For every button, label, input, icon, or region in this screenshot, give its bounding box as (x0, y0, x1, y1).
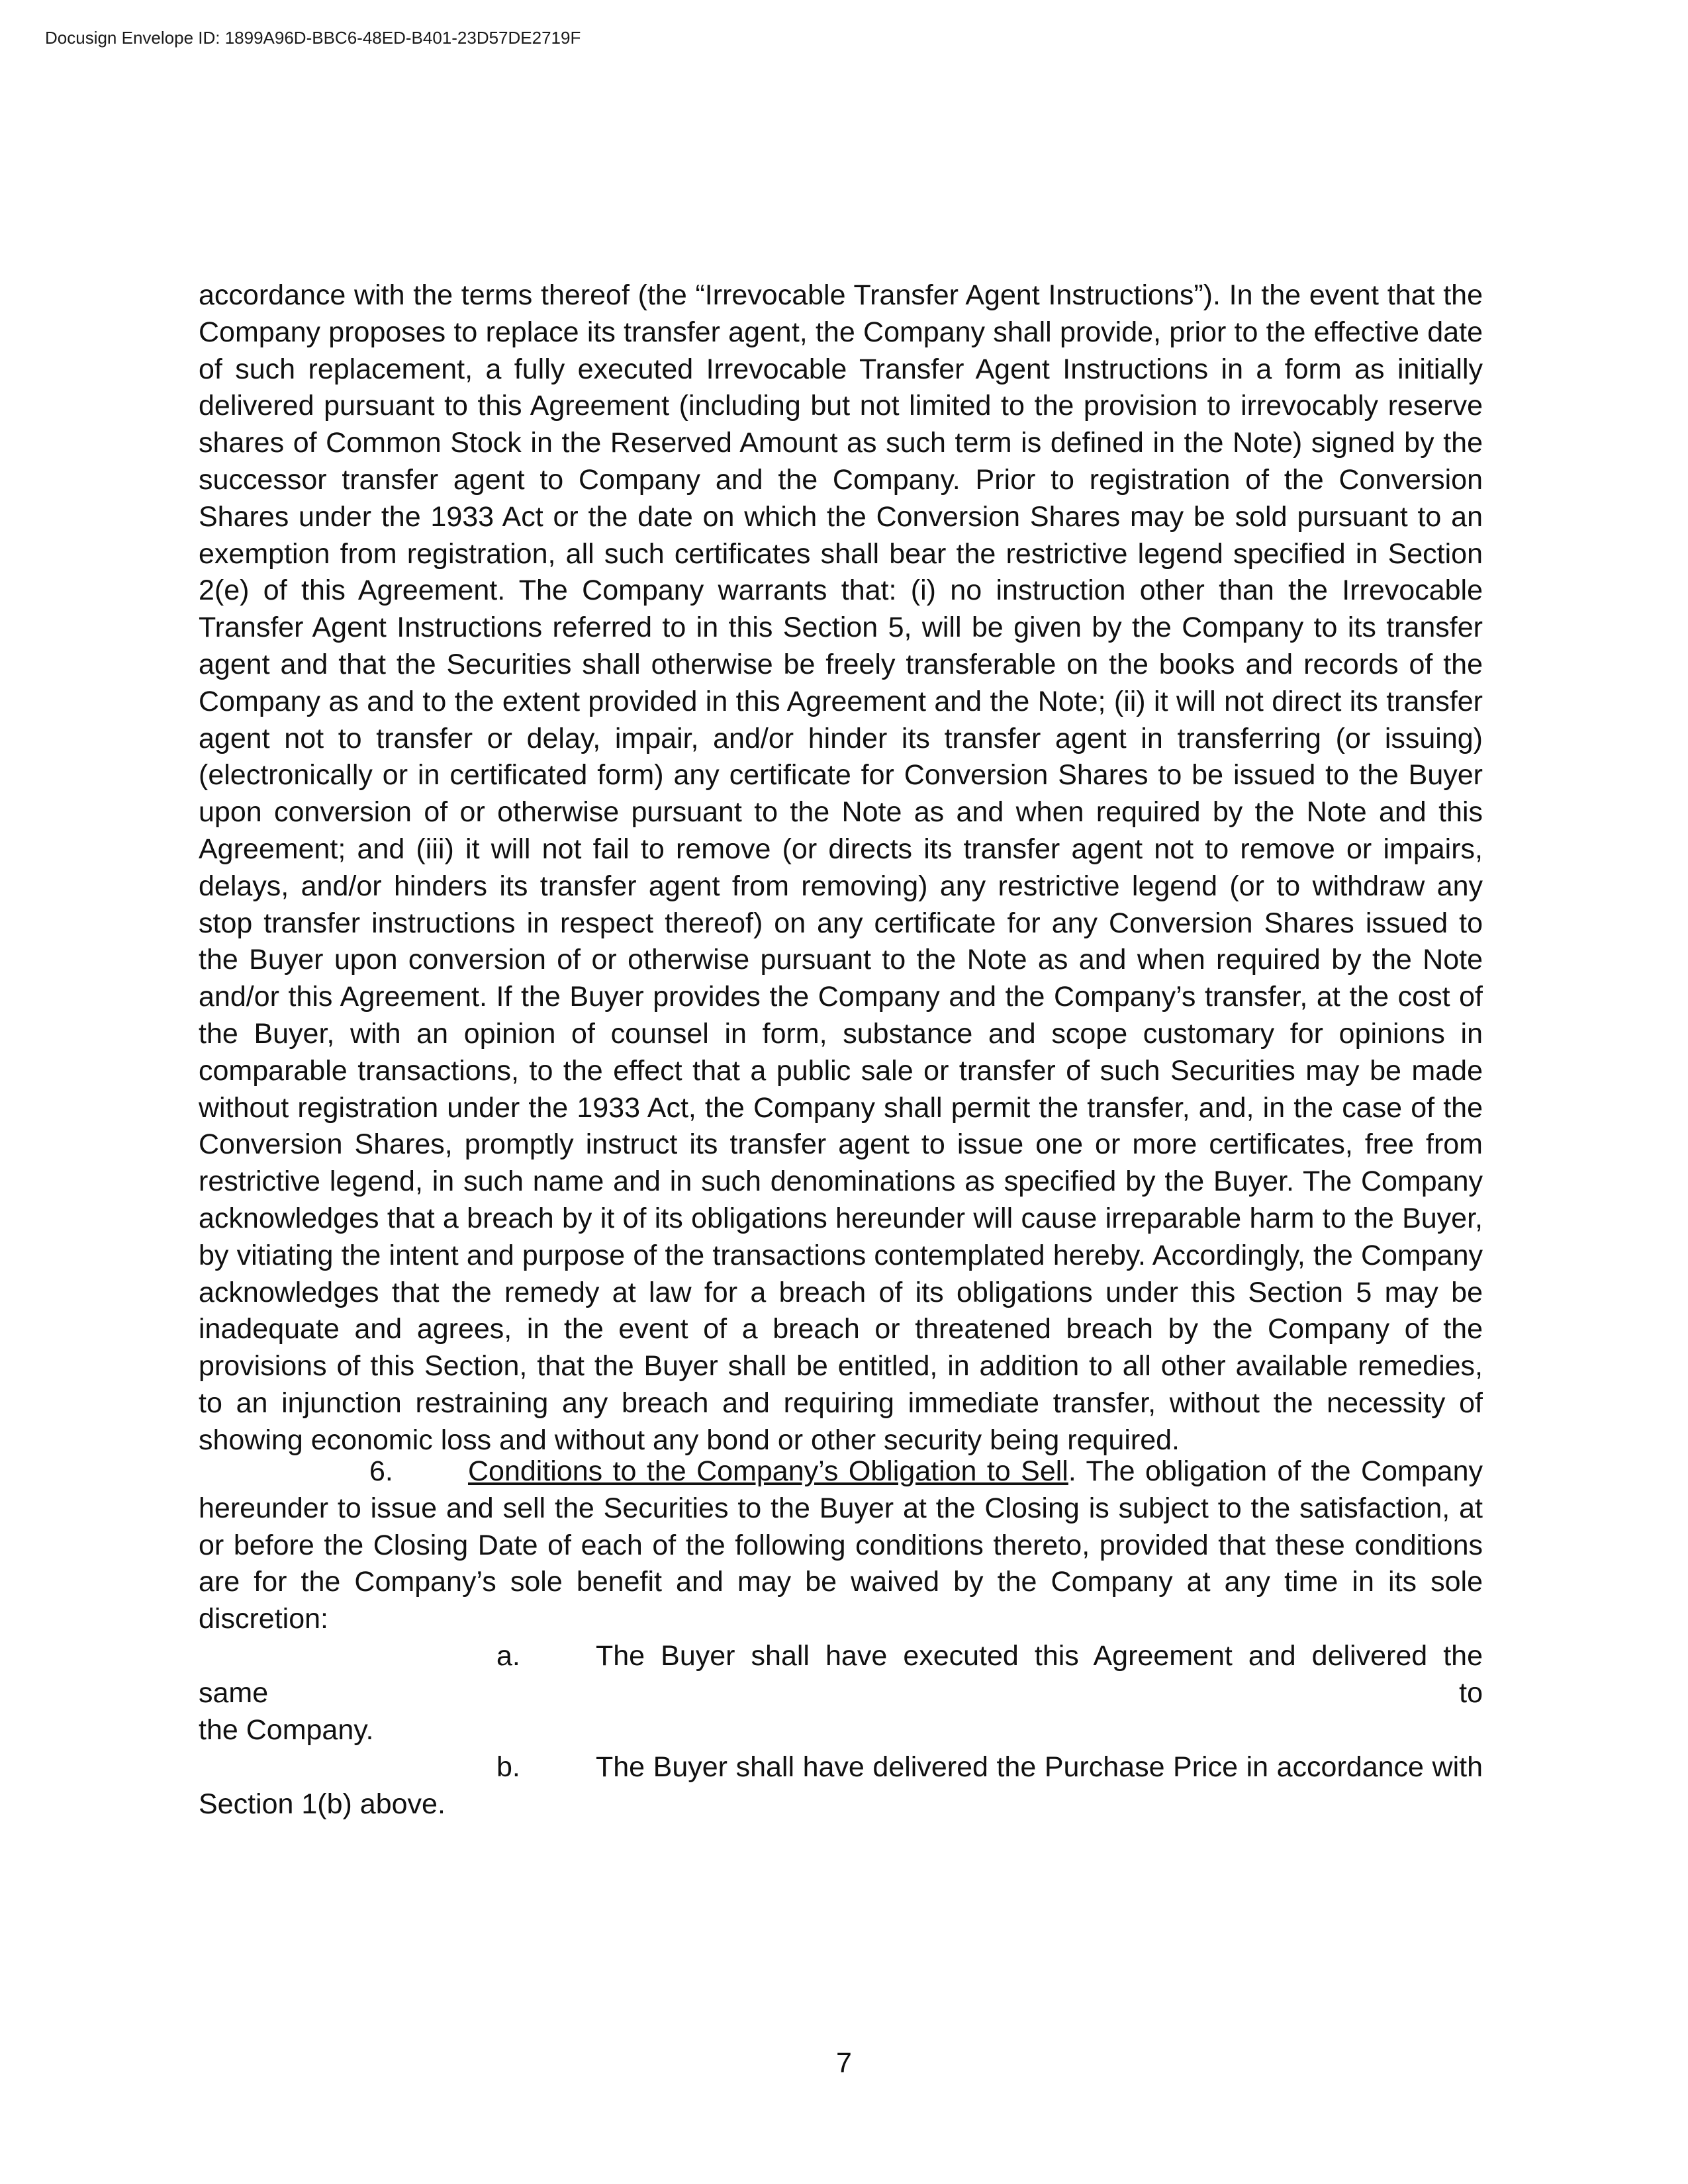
section-6-paragraph (199, 1453, 1483, 1638)
section-6-body: . The obligation of the Company hereunder to issue and sell the Securities to the Buyer at the Closing is subject to the satisfaction, at or before the Closing Date of each of the following conditions thereto, provided that these conditions are for the Company’s sole benefit and may be waived by the Company at any time in its sole discretion: (199, 1455, 1483, 1635)
envelope-id-header: Docusign Envelope ID: 1899A96D-BBC6-48ED-B401-23D57DE2719F (45, 28, 581, 48)
condition-item-b (199, 1749, 1483, 1823)
condition-item-a (199, 1638, 1483, 1749)
condition-item-b-text: The Buyer shall have delivered the Purchase Price in accordance with (596, 1751, 1483, 1783)
condition-item-b-continuation: Section 1(b) above. (199, 1788, 445, 1820)
section-5-continuation-paragraph: accordance with the terms thereof (the “Irrevocable Transfer Agent Instructions”). In the event that the Company proposes to replace its transfer agent, the Company shall provide, prior to the effective date of such replacement, a fully executed Irrevocable Transfer Agent Instructions in a form as initially delivered pursuant to this Agreement (including but not limited to the provision to irrevocably reserve shares of Common Stock in the Reserved Amount as such term is defined in the Note) signed by the successor transfer agent to Company and the Company. Prior to registration of the Conversion Shares under the 1933 Act or the date on which the Conversion Shares may be sold pursuant to an exemption from registration, all such certificates shall bear the restrictive legend specified in Section 2(e) of this Agreement. The Company warrants that: (i) no instruction other than the Irrevocable Transfer Agent Instructions referred to in this Section 5, will be given by the Company to its transfer agent and that the Securities shall otherwise be freely transferable on the books and records of the Company as and to the extent provided in this Agreement and the Note; (ii) it will not direct its transfer agent not to transfer or delay, impair, and/or hinder its transfer agent in transferring (or issuing)(electronically or in certificated form) any certificate for Conversion Shares to be issued to the Buyer upon conversion of or otherwise pursuant to the Note as and when required by the Note and this Agreement; and (iii) it will not fail to remove (or directs its transfer agent not to remove or impairs, delays, and/or hinders its transfer agent from removing) any restrictive legend (or to withdraw any stop transfer instructions in respect thereof) on any certificate for any Conversion Shares issued to the Buyer upon conversion of or otherwise pursuant to the Note as and when required by the Note and/or this Agreement. If the Buyer provides the Company and the Company’s transfer, at the cost of the Buyer, with an opinion of counsel in form, substance and scope customary for opinions in comparable transactions, to the effect that a public sale or transfer of such Securities may be made without registration under the 1933 Act, the Company shall permit the transfer, and, in the case of the Conversion Shares, promptly instruct its transfer agent to issue one or more certificates, free from restrictive legend, in such name and in such denominations as specified by the Buyer. The Company acknowledges that a breach by it of its obligations hereunder will cause irreparable harm to the Buyer, by vitiating the intent and purpose of the transactions contemplated hereby. Accordingly, the Company acknowledges that the remedy at law for a breach of its obligations under this Section 5 may be inadequate and agrees, in the event of a breach or threatened breach by the Company of the provisions of this Section, that the Buyer shall be entitled, in addition to all other available remedies, to an injunction restraining any breach and requiring immediate transfer, without the necessity of showing economic loss and without any bond or other security being required. (199, 279, 1483, 1456)
condition-item-a-text: The Buyer shall have executed this Agreement and delivered the same to (199, 1640, 1483, 1709)
condition-item-a-continuation: the Company. (199, 1713, 374, 1746)
section-6-number: 6. (369, 1455, 393, 1487)
condition-item-a-letter: a. (496, 1640, 520, 1672)
page-number: 7 (836, 2047, 852, 2079)
condition-item-b-letter: b. (496, 1751, 520, 1783)
section-6-heading: Conditions to the Company’s Obligation to Sell (468, 1455, 1068, 1487)
